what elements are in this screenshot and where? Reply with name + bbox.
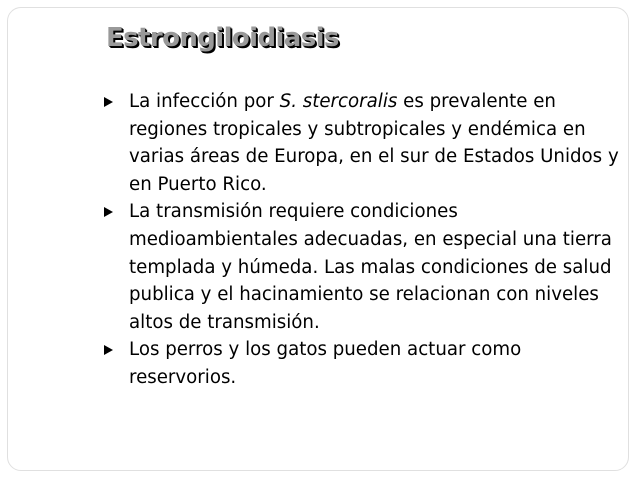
bullet-text-prefix: La infección por [129, 91, 280, 112]
bullet-arrow-icon [104, 207, 113, 217]
bullet-item-prevalence [104, 88, 624, 198]
bullet-text: Los perros y los gatos pueden actuar como reservorios. [129, 339, 522, 388]
bullet-item-transmission [104, 198, 624, 336]
species-name: S. stercoralis [279, 91, 398, 112]
bullet-text-suffix: es prevalente en regiones tropicales y subtropicales y endémica en varias áreas de Europa, en el sur de Estados Unidos y en Puerto Rico. [129, 91, 619, 195]
bullet-arrow-icon [104, 345, 113, 355]
bullet-text: La transmisión requiere condiciones medioambientales adecuadas, en especial una tierra templada y húmeda. Las malas condiciones de salud publica y el hacinamiento se relacionan con niveles altos de transmisión. [129, 201, 612, 333]
slide-title: Estrongiloidiasis [106, 23, 339, 53]
bullet-arrow-icon [104, 97, 113, 107]
bullet-item-reservoirs [104, 336, 624, 391]
bullet-list [104, 88, 624, 392]
